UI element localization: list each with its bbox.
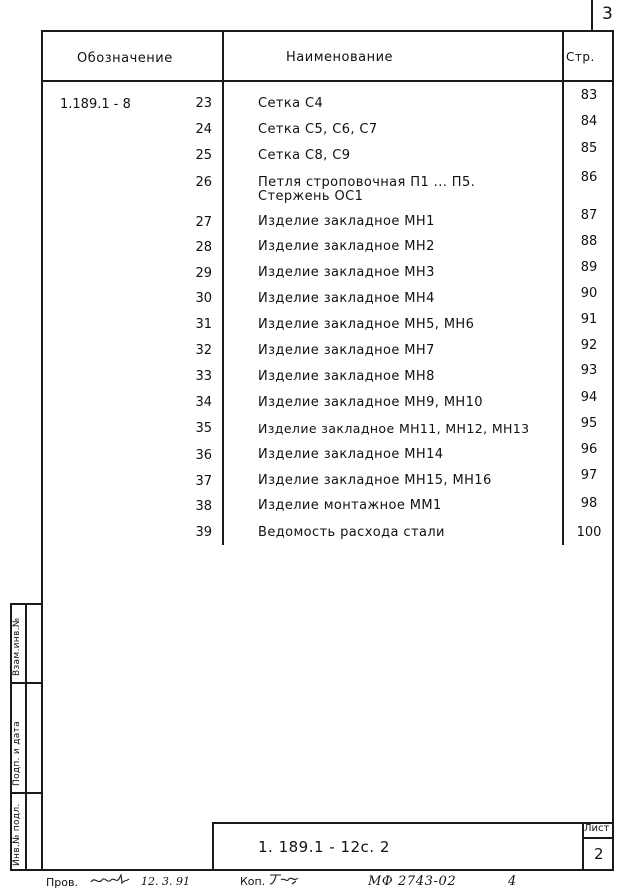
row-page: 87 bbox=[580, 208, 598, 223]
row-page: 96 bbox=[580, 442, 598, 457]
frame-bottom-border bbox=[10, 869, 614, 871]
copied-label: Коп. bbox=[240, 875, 266, 888]
row-number: 26 bbox=[195, 175, 212, 190]
row-name: Изделие монтажное ММ1 bbox=[258, 498, 442, 513]
row-name: Изделие закладное МН4 bbox=[258, 291, 435, 306]
row-page: 98 bbox=[580, 496, 598, 511]
header-designation: Обозначение bbox=[77, 51, 173, 66]
row-name: Изделие закладное МН5, МН6 bbox=[258, 317, 475, 332]
row-number: 23 bbox=[195, 96, 212, 111]
title-block-sheet-label-line bbox=[582, 837, 614, 839]
row-page: 86 bbox=[580, 170, 598, 185]
checked-signature bbox=[89, 872, 131, 888]
side-stamp-divider bbox=[25, 603, 27, 869]
row-name: Ведомость расхода стали bbox=[258, 525, 445, 540]
row-page: 89 bbox=[580, 260, 598, 275]
row-number: 31 bbox=[195, 317, 212, 332]
row-name: Изделие закладное МН7 bbox=[258, 343, 435, 358]
row-number: 35 bbox=[195, 421, 212, 436]
row-name: Изделие закладное МН14 bbox=[258, 447, 444, 462]
side-stamp-sep-1 bbox=[10, 682, 41, 684]
row-number: 39 bbox=[195, 525, 212, 540]
column-divider-page bbox=[562, 30, 564, 545]
corner-box-left-border bbox=[591, 0, 593, 30]
row-name: Изделие закладное МН9, МН10 bbox=[258, 395, 483, 410]
row-name: Изделие закладное МН15, МН16 bbox=[258, 473, 492, 488]
side-label-podp: Подп. и дата bbox=[12, 721, 22, 786]
row-number: 27 bbox=[195, 215, 212, 230]
row-name: Сетка С5, С6, С7 bbox=[258, 122, 378, 137]
row-name: Изделие закладное МН2 bbox=[258, 239, 435, 254]
header-name: Наименование bbox=[286, 50, 394, 65]
row-name: Изделие закладное МН8 bbox=[258, 369, 435, 384]
checked-label: Пров. bbox=[46, 876, 78, 889]
side-label-inv: Инв.№ подл. bbox=[12, 803, 22, 866]
frame-top-border bbox=[41, 30, 614, 32]
row-number: 25 bbox=[195, 148, 212, 163]
row-name: Изделие закладное МН1 bbox=[258, 214, 435, 229]
row-page: 93 bbox=[580, 363, 598, 378]
checked-date: 12. 3. 91 bbox=[141, 875, 190, 888]
row-number: 28 bbox=[195, 240, 212, 255]
row-page: 90 bbox=[580, 286, 598, 301]
side-stamp-top bbox=[10, 603, 41, 605]
title-block-left bbox=[212, 822, 214, 870]
row-name: Изделие закладное МН3 bbox=[258, 265, 435, 280]
row-number: 24 bbox=[195, 122, 212, 137]
header-page: Стр. bbox=[566, 50, 595, 64]
row-number: 29 bbox=[195, 266, 212, 281]
title-block-top bbox=[212, 822, 614, 824]
row-page: 95 bbox=[580, 416, 598, 431]
document-code: 1. 189.1 - 12с. 2 bbox=[258, 838, 390, 856]
row-number: 33 bbox=[195, 369, 212, 384]
side-label-vzam: Взам.инв.№ bbox=[12, 617, 22, 676]
row-page: 100 bbox=[576, 525, 602, 540]
row-number: 37 bbox=[195, 474, 212, 489]
row-page: 91 bbox=[580, 312, 598, 327]
row-page: 85 bbox=[580, 141, 598, 156]
header-bottom-line bbox=[41, 80, 614, 82]
row-number: 38 bbox=[195, 499, 212, 514]
sheet-label: Лист bbox=[584, 823, 610, 834]
corner-sheet-number: 3 bbox=[602, 4, 613, 24]
frame-right-border bbox=[612, 30, 614, 870]
row-page: 94 bbox=[580, 390, 598, 405]
row-page: 97 bbox=[580, 468, 598, 483]
row-name: Петля строповочная П1 ... П5. bbox=[258, 175, 476, 190]
row-number: 36 bbox=[195, 448, 212, 463]
column-divider-designation bbox=[222, 30, 224, 545]
row-name: Сетка С8, С9 bbox=[258, 148, 351, 163]
stamp-number: 4 bbox=[508, 874, 517, 889]
sheet-number: 2 bbox=[594, 845, 604, 863]
row-number: 32 bbox=[195, 343, 212, 358]
row-number: 30 bbox=[195, 291, 212, 306]
row-page: 88 bbox=[580, 234, 598, 249]
row-number: 34 bbox=[195, 395, 212, 410]
row-page: 83 bbox=[580, 88, 598, 103]
stamp-code: МФ 2743-02 bbox=[368, 874, 457, 889]
designation-code: 1.189.1 - 8 bbox=[60, 97, 131, 112]
copied-signature bbox=[267, 871, 301, 887]
frame-left-border bbox=[41, 30, 43, 870]
row-page: 92 bbox=[580, 338, 598, 353]
row-name-line2: Стержень ОС1 bbox=[258, 189, 364, 204]
row-name: Сетка С4 bbox=[258, 96, 324, 111]
row-name: Изделие закладное МН11, МН12, МН13 bbox=[258, 421, 530, 436]
side-stamp-sep-2 bbox=[10, 792, 41, 794]
row-page: 84 bbox=[580, 114, 598, 129]
